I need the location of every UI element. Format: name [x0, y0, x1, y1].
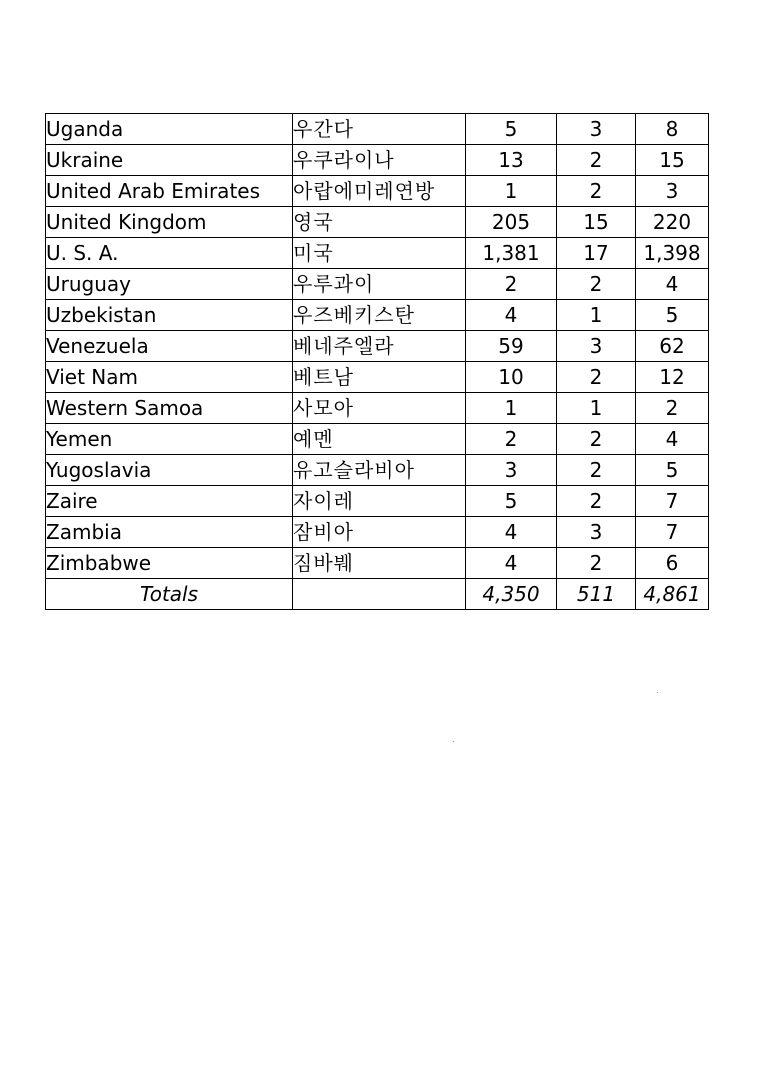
table-row: [46, 517, 709, 548]
count-col3: 220: [636, 207, 709, 238]
count-col1: 2: [466, 424, 557, 455]
table-row: [46, 362, 709, 393]
country-english: Zambia: [46, 517, 293, 548]
count-col3: 6: [636, 548, 709, 579]
country-english: Venezuela: [46, 331, 293, 362]
country-english: Zaire: [46, 486, 293, 517]
country-korean: 잠비아: [293, 517, 466, 548]
country-english: Ukraine: [46, 145, 293, 176]
count-col1: 2: [466, 269, 557, 300]
country-korean: 짐바붸: [293, 548, 466, 579]
count-col1: 4: [466, 548, 557, 579]
count-col1: 10: [466, 362, 557, 393]
count-col2: 1: [557, 393, 636, 424]
count-col2: 2: [557, 455, 636, 486]
count-col2: 2: [557, 269, 636, 300]
country-english: U. S. A.: [46, 238, 293, 269]
count-col1: 1,381: [466, 238, 557, 269]
count-col2: 15: [557, 207, 636, 238]
country-korean: 베네주엘라: [293, 331, 466, 362]
count-col1: 4: [466, 517, 557, 548]
count-col2: 2: [557, 145, 636, 176]
count-col2: 2: [557, 548, 636, 579]
totals-col1: 4,350: [466, 579, 557, 610]
country-korean: 우즈베키스탄: [293, 300, 466, 331]
table-row: [46, 300, 709, 331]
count-col3: 1,398: [636, 238, 709, 269]
table-row: [46, 238, 709, 269]
country-english: Yemen: [46, 424, 293, 455]
country-english: United Kingdom: [46, 207, 293, 238]
table-row: [46, 269, 709, 300]
count-col2: 2: [557, 424, 636, 455]
count-col3: 5: [636, 300, 709, 331]
country-korean: 유고슬라비아: [293, 455, 466, 486]
count-col2: 17: [557, 238, 636, 269]
count-col2: 3: [557, 517, 636, 548]
count-col3: 7: [636, 486, 709, 517]
table-row: [46, 548, 709, 579]
count-col1: 13: [466, 145, 557, 176]
count-col1: 1: [466, 176, 557, 207]
country-korean: 아랍에미레연방: [293, 176, 466, 207]
table-row: [46, 424, 709, 455]
count-col1: 1: [466, 393, 557, 424]
count-col3: 7: [636, 517, 709, 548]
count-col2: 3: [557, 331, 636, 362]
country-english: Western Samoa: [46, 393, 293, 424]
scan-speck: [453, 741, 454, 742]
table-row: [46, 114, 709, 145]
country-english: Zimbabwe: [46, 548, 293, 579]
count-col3: 12: [636, 362, 709, 393]
country-korean: 베트남: [293, 362, 466, 393]
table-row: [46, 331, 709, 362]
country-korean: 자이레: [293, 486, 466, 517]
table-row: [46, 145, 709, 176]
count-col3: 15: [636, 145, 709, 176]
table-row: [46, 207, 709, 238]
count-col2: 2: [557, 486, 636, 517]
count-col3: 8: [636, 114, 709, 145]
scan-speck: [657, 692, 658, 693]
totals-col2: 511: [557, 579, 636, 610]
table-row: [46, 486, 709, 517]
count-col1: 205: [466, 207, 557, 238]
count-col3: 4: [636, 424, 709, 455]
country-english: United Arab Emirates: [46, 176, 293, 207]
totals-row: [46, 579, 709, 610]
count-col2: 1: [557, 300, 636, 331]
table-row: [46, 455, 709, 486]
country-english: Uzbekistan: [46, 300, 293, 331]
country-korean: 우쿠라이나: [293, 145, 466, 176]
country-english: Uruguay: [46, 269, 293, 300]
count-col1: 3: [466, 455, 557, 486]
country-korean: 미국: [293, 238, 466, 269]
country-korean: 우루과이: [293, 269, 466, 300]
totals-korean-cell: [293, 579, 466, 610]
country-table: [45, 113, 709, 610]
country-korean: 예멘: [293, 424, 466, 455]
count-col1: 5: [466, 486, 557, 517]
country-english: Yugoslavia: [46, 455, 293, 486]
count-col2: 2: [557, 362, 636, 393]
country-english: Viet Nam: [46, 362, 293, 393]
country-korean: 사모아: [293, 393, 466, 424]
totals-label: Totals: [46, 579, 293, 610]
table-row: [46, 176, 709, 207]
count-col3: 5: [636, 455, 709, 486]
country-korean: 영국: [293, 207, 466, 238]
count-col3: 2: [636, 393, 709, 424]
count-col3: 4: [636, 269, 709, 300]
table-row: [46, 393, 709, 424]
count-col2: 3: [557, 114, 636, 145]
totals-col3: 4,861: [636, 579, 709, 610]
count-col3: 3: [636, 176, 709, 207]
table-body: [46, 114, 709, 610]
count-col3: 62: [636, 331, 709, 362]
country-english: Uganda: [46, 114, 293, 145]
country-korean: 우간다: [293, 114, 466, 145]
count-col1: 4: [466, 300, 557, 331]
count-col1: 59: [466, 331, 557, 362]
count-col2: 2: [557, 176, 636, 207]
count-col1: 5: [466, 114, 557, 145]
